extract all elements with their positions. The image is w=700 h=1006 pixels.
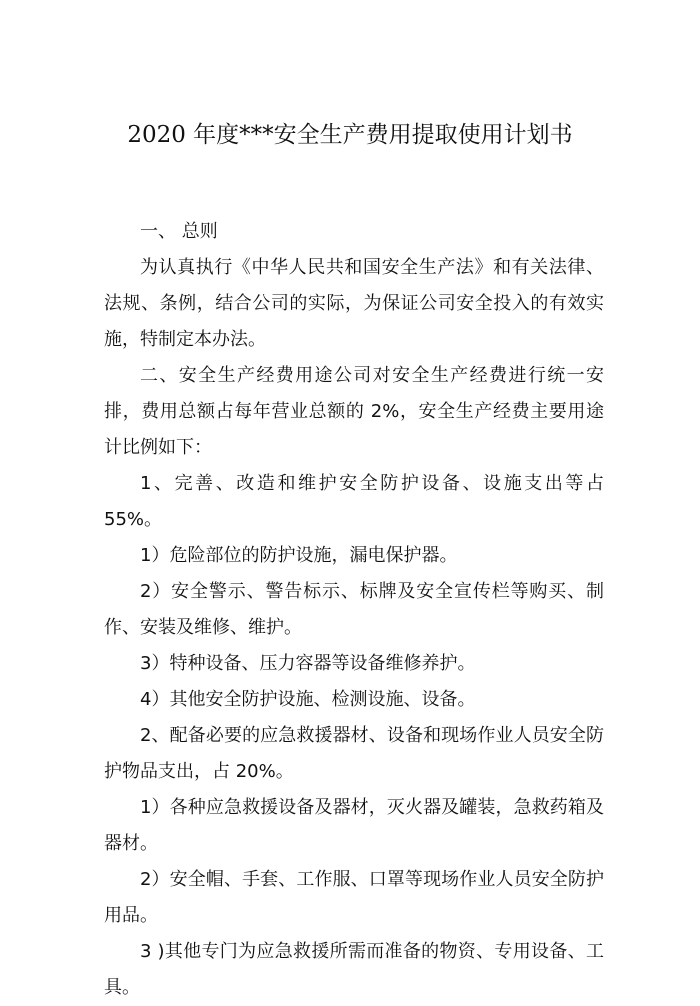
subitem-2-3: 3 )其他专门为应急救援所需而准备的物资、专用设备、工具。 xyxy=(104,941,604,998)
subitem-1-2: 2）安全警示、警告标示、标牌及安全宣传栏等购买、制作、安装及维修、维护。 xyxy=(104,581,604,638)
subitem-1-3: 3）特种设备、压力容器等设备维修养护。 xyxy=(140,653,476,674)
paragraph-purpose: 为认真执行《中华人民共和国安全生产法》和有关法律、法规、条例，结合公司的实际，为保证公司安全投入的有效实施，特制定本办法。 xyxy=(104,257,604,350)
document-body xyxy=(104,214,604,1006)
subitem-1-1: 1）危险部位的防护设施，漏电保护器。 xyxy=(140,545,458,566)
section-heading-general: 一、 总则 xyxy=(140,221,218,242)
item-2-emergency: 2、配备必要的应急救援器材、设备和现场作业人员安全防护物品支出，占 20%。 xyxy=(104,725,604,782)
subitem-2-1: 1）各种应急救援设备及器材，灭火器及罐装，急救药箱及器材。 xyxy=(104,797,604,854)
subitem-1-4: 4）其他安全防护设施、检测设施、设备。 xyxy=(140,689,476,710)
subitem-2-2: 2）安全帽、手套、工作服、口罩等现场作业人员安全防护用品。 xyxy=(104,869,604,926)
item-1-equipment: 1、完善、改造和维护安全防护设备、设施支出等占 55%。 xyxy=(104,473,604,530)
document-title: 2020 年度***安全生产费用提取使用计划书 xyxy=(127,122,573,148)
section-heading-fund-usage: 二、安全生产经费用途公司对安全生产经费进行统一安排，费用总额占每年营业总额的 2%，安全生产经费主要用途计比例如下： xyxy=(104,365,604,458)
